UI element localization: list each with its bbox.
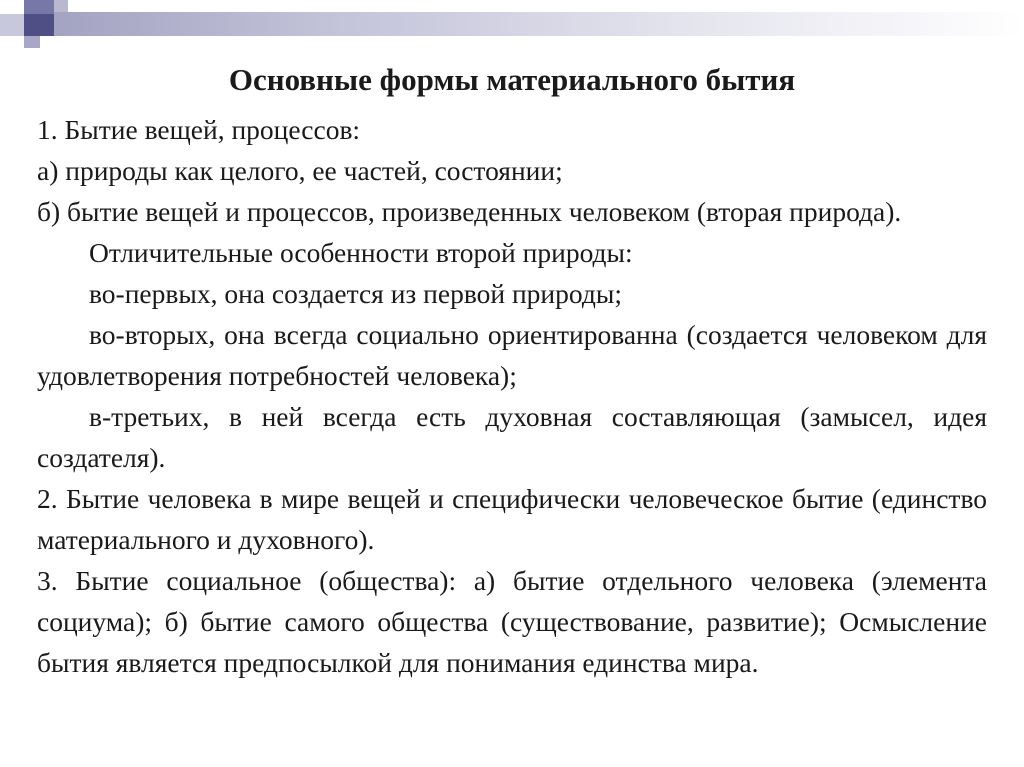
slide-header-decoration (0, 0, 1024, 50)
paragraph-second-nature-heading: Отличительные особенности второй природы: (89, 237, 633, 268)
paragraph-item-1a: а) природы как целого, ее частей, состоянии; (37, 155, 563, 186)
paragraph-second-feature: во-вторых, она всегда социально ориентированна (создается человеком для удовлетворения потребностей человека); (37, 319, 987, 391)
decor-square (24, 0, 54, 14)
paragraph-third-feature: в-третьих, в ней всегда есть духовная составляющая (замысел, идея создателя). (37, 401, 987, 473)
slide-title: Основные формы материального бытия (228, 62, 796, 97)
decor-square (54, 0, 68, 12)
paragraph-item-1b: б) бытие вещей и процессов, произведенных человеком (вторая природа). (37, 196, 902, 227)
paragraph-item-2: 2. Бытие человека в мире вещей и специфически человеческое бытие (единство материального и духовного). (37, 483, 987, 555)
paragraph-first-feature: во-первых, она создается из первой природы; (89, 278, 622, 309)
decor-square (24, 14, 54, 36)
decor-square (24, 36, 40, 48)
paragraph-item-3: 3. Бытие социальное (общества): а) бытие отдельного человека (элемента социума); б) бытие самого общества (существование, развитие); Осмысление бытия является предпосылкой для понимания единства мира. (37, 565, 987, 678)
slide-body (37, 109, 987, 683)
paragraph-item-1: 1. Бытие вещей, процессов: (37, 114, 361, 145)
header-gradient-bar (54, 12, 1024, 36)
decor-square (0, 14, 24, 36)
